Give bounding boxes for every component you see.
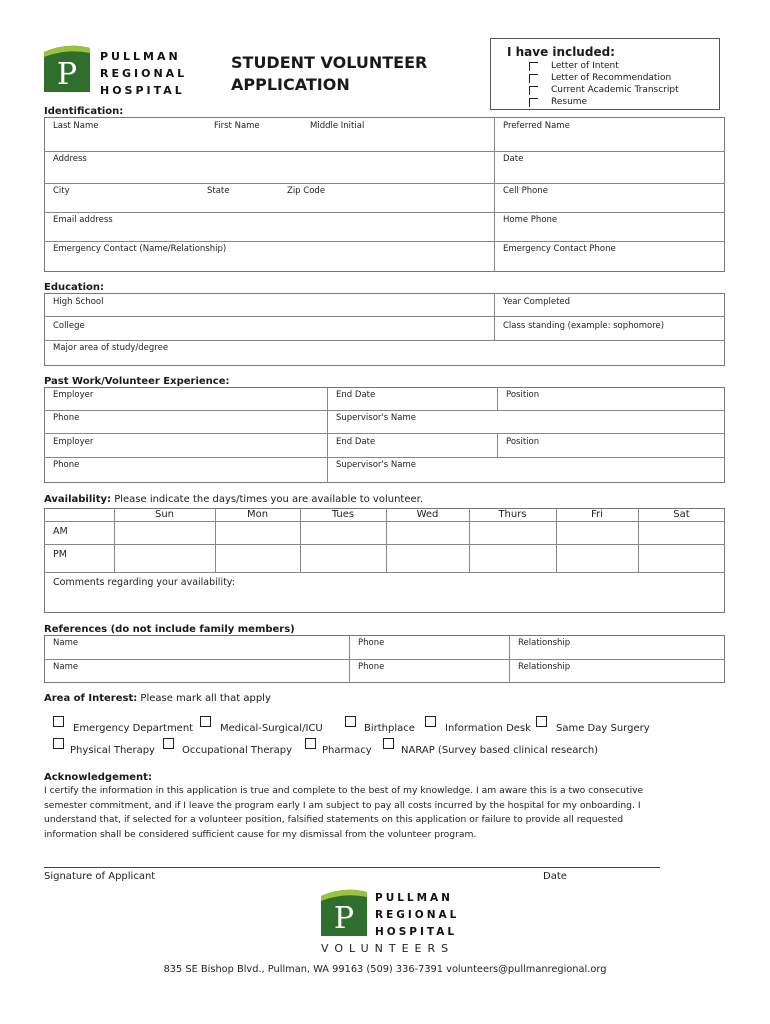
interest-physical-therapy: Physical Therapy: [70, 745, 155, 756]
preferred-name-field[interactable]: Preferred Name: [503, 121, 570, 131]
cell-phone-field[interactable]: Cell Phone: [503, 186, 548, 196]
included-checklist: [490, 38, 720, 110]
checkbox-letter-of-intent[interactable]: [529, 62, 538, 71]
interest-occupational-therapy: Occupational Therapy: [182, 745, 293, 756]
middle-initial-field[interactable]: Middle Initial: [310, 121, 365, 131]
year-completed-field[interactable]: Year Completed: [503, 297, 571, 307]
included-item: Letter of Intent: [551, 61, 619, 71]
row-divider: [44, 433, 725, 434]
work-heading: Past Work/Volunteer Experience:: [44, 376, 230, 387]
row-divider: [44, 212, 725, 213]
city-field[interactable]: City: [53, 186, 70, 196]
svg-text:P: P: [333, 901, 355, 936]
availability-title: Availability:: [44, 494, 111, 505]
position-field[interactable]: Position: [506, 437, 540, 447]
checkbox-resume[interactable]: [529, 98, 538, 107]
signature-line[interactable]: [44, 867, 660, 868]
education-heading: Education:: [44, 282, 104, 293]
employer-phone-field[interactable]: Phone: [53, 413, 80, 423]
reference-phone-field[interactable]: Phone: [358, 638, 385, 648]
college-field[interactable]: College: [53, 321, 85, 331]
acknowledgement-text: [44, 784, 734, 842]
column-divider: [494, 293, 495, 341]
zip-field[interactable]: Zip Code: [287, 186, 326, 196]
row-divider: [44, 521, 725, 522]
interest-same-day-surgery: Same Day Surgery: [556, 723, 650, 734]
day-thurs: Thurs: [498, 509, 527, 520]
availability-heading: [44, 494, 423, 505]
row-divider: [44, 410, 725, 411]
row-divider: [44, 544, 725, 545]
footer-logo-line3: HOSPITAL: [375, 926, 458, 938]
reference-relationship-field[interactable]: Relationship: [518, 662, 571, 672]
employer-field[interactable]: Employer: [53, 390, 94, 400]
row-divider: [44, 316, 725, 317]
pullman-logo-icon: [44, 44, 90, 92]
email-field[interactable]: Email address: [53, 215, 113, 225]
row-divider: [44, 659, 725, 660]
last-name-field[interactable]: Last Name: [53, 121, 99, 131]
row-divider: [44, 241, 725, 242]
ack-line: I certify the information in this application is true and complete to the best of my knowledge. I am aware this is a two consecutive: [44, 785, 644, 796]
column-divider: [497, 433, 498, 457]
emergency-contact-field[interactable]: Emergency Contact (Name/Relationship): [53, 244, 227, 254]
acknowledgement-heading: Acknowledgement:: [44, 772, 152, 783]
date-field[interactable]: Date: [503, 154, 524, 164]
am-label: AM: [53, 526, 68, 537]
volunteers-logo: [321, 888, 461, 942]
checkbox-med-surg[interactable]: [200, 716, 211, 727]
checkbox-occupational-therapy[interactable]: [163, 738, 174, 749]
footer-contact: 835 SE Bishop Blvd., Pullman, WA 99163 (509) 336-7391 volunteers@pullmanregional.org: [163, 964, 607, 975]
interest-title: Area of Interest:: [44, 693, 138, 704]
interest-birthplace: Birthplace: [364, 723, 415, 734]
end-date-field[interactable]: End Date: [336, 390, 376, 400]
availability-grid: [44, 508, 725, 613]
ack-line: information shall be considered sufficient cause for my dismissal from the volunteer program.: [44, 828, 477, 840]
column-divider: [497, 387, 498, 410]
references-heading: References (do not include family members): [44, 624, 295, 635]
reference-name-field[interactable]: Name: [53, 638, 79, 648]
checkbox-physical-therapy[interactable]: [53, 738, 64, 749]
checkbox-emergency[interactable]: [53, 716, 64, 727]
position-field[interactable]: Position: [506, 390, 540, 400]
class-standing-field[interactable]: Class standing (example: sophomore): [503, 321, 665, 331]
footer-logo-line1: PULLMAN: [375, 892, 453, 904]
interest-heading: [44, 693, 271, 704]
title-line2: APPLICATION: [231, 75, 350, 94]
checkbox-pharmacy[interactable]: [305, 738, 316, 749]
reference-name-field[interactable]: Name: [53, 662, 79, 672]
signature-date-label: Date: [543, 871, 567, 882]
checkbox-birthplace[interactable]: [345, 716, 356, 727]
logo-text-line3: HOSPITAL: [100, 84, 185, 97]
state-field[interactable]: State: [207, 186, 230, 196]
checkbox-transcript[interactable]: [529, 86, 538, 95]
day-mon: Mon: [246, 509, 269, 520]
reference-relationship-field[interactable]: Relationship: [518, 638, 571, 648]
first-name-field[interactable]: First Name: [214, 121, 260, 131]
row-divider: [44, 183, 725, 184]
supervisor-field[interactable]: Supervisor's Name: [336, 413, 416, 423]
logo-text-line2: REGIONAL: [100, 67, 188, 80]
end-date-field[interactable]: End Date: [336, 437, 376, 447]
day-wed: Wed: [416, 509, 439, 520]
supervisor-field[interactable]: Supervisor's Name: [336, 460, 416, 470]
high-school-field[interactable]: High School: [53, 297, 104, 307]
row-divider: [44, 457, 725, 458]
availability-instruction: Please indicate the days/times you are available to volunteer.: [114, 494, 424, 505]
volunteers-wordmark: VOLUNTEERS: [321, 942, 455, 955]
day-tues: Tues: [331, 509, 355, 520]
title-line1: STUDENT VOLUNTEER: [231, 53, 428, 72]
address-field[interactable]: Address: [53, 154, 87, 164]
included-item: Current Academic Transcript: [551, 85, 679, 95]
included-heading: I have included:: [507, 45, 615, 59]
interest-narap: NARAP (Survey based clinical research): [401, 745, 599, 756]
interest-instruction: Please mark all that apply: [140, 693, 271, 704]
ack-line: semester commitment, and if I leave the program early I am subject to pay all costs incurred by the hospital for my onboarding. I: [44, 799, 641, 811]
checkbox-letter-of-recommendation[interactable]: [529, 74, 538, 83]
day-fri: Fri: [591, 509, 603, 520]
pm-label: PM: [53, 549, 67, 560]
row-divider: [44, 572, 725, 573]
included-item: Resume: [551, 97, 588, 107]
employer-phone-field[interactable]: Phone: [53, 460, 80, 470]
footer-logo-line2: REGIONAL: [375, 909, 460, 921]
availability-comments-field[interactable]: Comments regarding your availability:: [53, 577, 235, 588]
column-divider: [327, 387, 328, 483]
home-phone-field[interactable]: Home Phone: [503, 215, 558, 225]
ack-line: understand that, if selected for a volunteer position, falsified statements on this application or failure to provide all requested: [44, 814, 624, 825]
interest-info-desk: Information Desk: [445, 723, 531, 734]
page-title: [231, 52, 441, 96]
checkbox-info-desk[interactable]: [425, 716, 436, 727]
major-field[interactable]: Major area of study/degree: [53, 343, 169, 353]
interest-med-surg: Medical-Surgical/ICU: [220, 723, 323, 734]
reference-phone-field[interactable]: Phone: [358, 662, 385, 672]
pullman-logo-icon: [321, 888, 367, 936]
row-divider: [44, 151, 725, 152]
interest-emergency: Emergency Department: [73, 723, 194, 734]
checkbox-narap[interactable]: [383, 738, 394, 749]
signature-label: Signature of Applicant: [44, 871, 156, 882]
column-divider: [494, 117, 495, 272]
identification-heading: Identification:: [44, 106, 124, 117]
row-divider: [44, 340, 725, 341]
day-sat: Sat: [673, 509, 690, 520]
interest-pharmacy: Pharmacy: [322, 745, 372, 756]
employer-field[interactable]: Employer: [53, 437, 94, 447]
day-sun: Sun: [154, 509, 175, 520]
hospital-logo: [44, 44, 194, 96]
logo-text-line1: PULLMAN: [100, 50, 181, 63]
svg-text:P: P: [56, 57, 78, 92]
included-item: Letter of Recommendation: [551, 73, 672, 83]
emergency-phone-field[interactable]: Emergency Contact Phone: [503, 244, 616, 254]
checkbox-same-day-surgery[interactable]: [536, 716, 547, 727]
